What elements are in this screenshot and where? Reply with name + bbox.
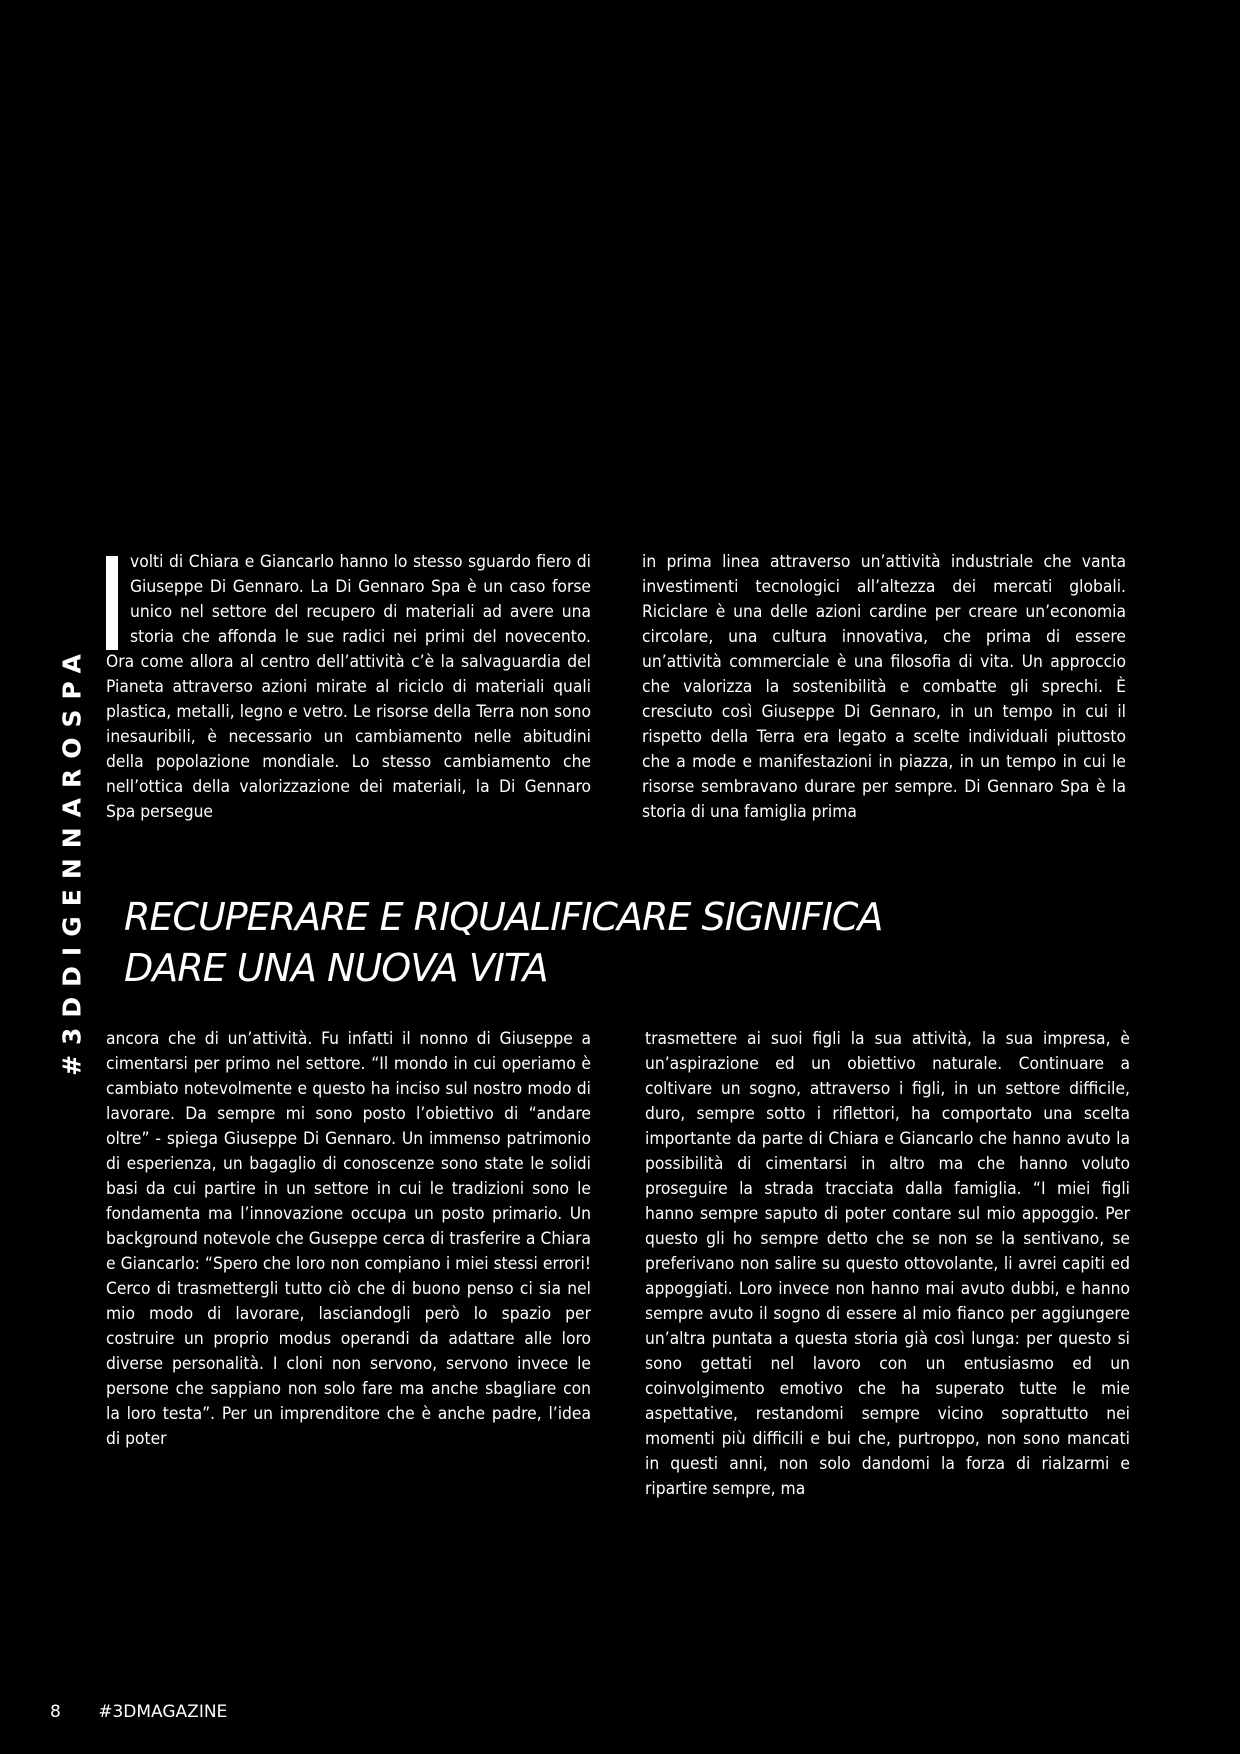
- pull-quote-line-2: DARE UNA NUOVA VITA: [124, 946, 548, 990]
- article-column-3: ancora che di un’attività. Fu infatti il nonno di Giuseppe a cimentarsi per primo nel settore. “Il mondo in cui operiamo è cambiato notevolmente e questo ha inciso sul nostro modo di lavorare. Da sempre mi sono posto l’obiettivo di “andare oltre” - spiega Giuseppe Di Gennaro. Un immenso patrimonio di esperienza, un bagaglio di conoscenze sono state le solidi basi da cui partire in un settore in cui le tradizioni sono le fondamenta ma l’innovazione occupa un posto primario. Un background notevole che Guseppe cerca di trasferire a Chiara e Giancarlo: “Spero che loro non compiano i miei stessi errori! Cerco di trasmettergli tutto ciò che di buono penso ci sia nel mio modo di lavorare, lasciandogli però lo spazio per costruire un proprio modus operandi da adattare alle loro diverse personalità. I cloni non servono, servono invece le persone che sappiano non solo fare ma anche sbagliare con la loro testa”. Per un imprenditore che è anche padre, l’idea di poter: [106, 1029, 591, 1449]
- magazine-name: #3DMAGAZINE: [98, 1702, 228, 1722]
- page-number: 8: [50, 1702, 61, 1722]
- pull-quote-line-1: RECUPERARE E RIQUALIFICARE SIGNIFICA: [124, 895, 883, 939]
- article-column-4: trasmettere ai suoi figli la sua attività, la sua impresa, è un’aspirazione ed un obiettivo naturale. Continuare a coltivare un sogno, attraverso i figli, in un settore difficile, duro, sempre sotto i riflettori, ha comportato una scelta importante da parte di Chiara e Giancarlo che hanno avuto la possibilità di cimentarsi in altro ma che hanno voluto proseguire la strada tracciata dalla famiglia. “I miei figli hanno sempre saputo di poter contare sul mio appoggio. Per questo gli ho sempre detto che se non se la sentivano, se preferivano non salire su questo ottovolante, li avrei capiti ed appoggiati. Loro invece non hanno mai avuto dubbi, e hanno sempre avuto il sogno di essere al mio fianco per aggiungere un’altra puntata a questa storia già così lunga: per questo si sono gettati nel lavoro con un entusiasmo ed un coinvolgimento emotivo che ha superato tutte le mie aspettative, restandomi sempre vicino soprattutto nei momenti più difficili e bui che, purtroppo, non sono mancati in questi anni, non solo dandomi la forza di rialzarmi e ripartire sempre, ma: [645, 1029, 1130, 1499]
- article-column-1: [106, 550, 591, 825]
- side-hashtag: #3DDIGENNAROSPA: [57, 644, 87, 1076]
- article-column-2: in prima linea attraverso un’attività industriale che vanta investimenti tecnologici all’altezza dei mercati globali. Riciclare è una delle azioni cardine per creare un’economia circolare, una cultura innovativa, che prima di essere un’attività commerciale è una filosofia di vita. Un approccio che valorizza la sostenibilità e combatte gli sprechi. È cresciuto così Giuseppe Di Gennaro, in un tempo in cui il rispetto della Terra era legato a scelte individuali piuttosto che a mode e manifestazioni in piazza, in un tempo in cui le risorse sembravano durare per sempre. Di Gennaro Spa è la storia di una famiglia prima: [642, 552, 1126, 822]
- pull-quote: [124, 892, 1184, 994]
- page-footer: [50, 1702, 227, 1722]
- column-1-text: volti di Chiara e Giancarlo hanno lo stesso sguardo fiero di Giuseppe Di Gennaro. La Di Gennaro Spa è un caso forse unico nel settore del recupero di materiali ad avere una storia che affonda le sue radici nei primi del novecento. Ora come allora al centro dell’attività c’è la salvaguardia del Pianeta attraverso azioni mirate al riciclo di materiali quali plastica, metalli, legno e vetro. Le risorse della Terra non sono inesauribili, è necessario un cambiamento nelle abitudini della popolazione mondiale. Lo stesso cambiamento che nell’ottica della valorizzazione dei materiali, la Di Gennaro Spa persegue: [106, 552, 591, 822]
- drop-cap: [106, 556, 118, 650]
